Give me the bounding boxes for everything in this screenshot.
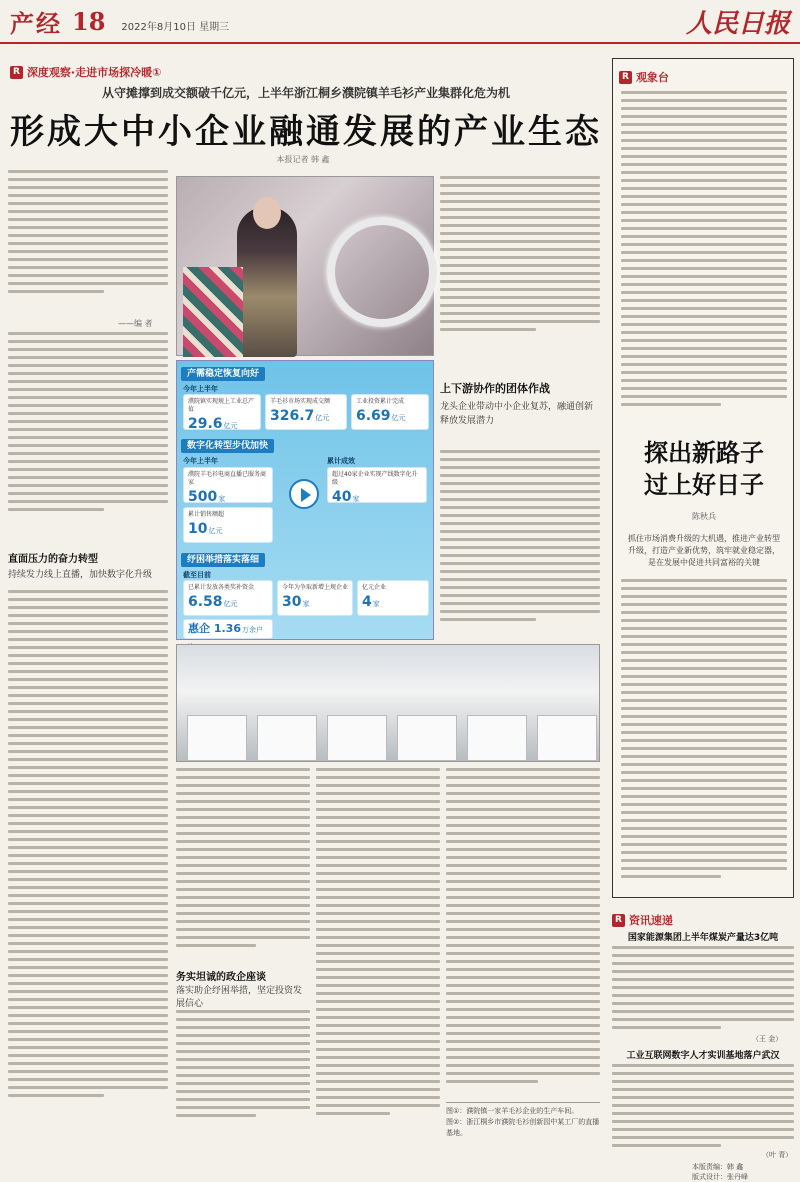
subhead-mid-deck: 落实助企纾困举措，坚定投资发展信心 xyxy=(176,986,303,1009)
ig-card: 濮院镇实现规上工业总产值 29.6亿元 xyxy=(183,394,261,430)
ig-card: 惠企 1.36万余户 xyxy=(183,619,273,639)
ig-card: 超过40家企业实现产线数字化升级 40家 xyxy=(327,467,427,503)
subhead-right-deck: 龙头企业带动中小企业复苏，融通创新释放发展潜力 xyxy=(440,402,594,426)
news-item-title: 工业互联网数字人才实训基地落户武汉 xyxy=(626,1051,780,1061)
commentary-title: 探出新路子 过上好日子 xyxy=(644,438,764,499)
ring-light-icon xyxy=(327,217,437,327)
editor-credits: 本版责编：韩 鑫 版式设计：张丹峰 xyxy=(692,1163,748,1181)
body-text-column-mid-a-bottom xyxy=(176,1010,310,1130)
body-text-column-right-bottom xyxy=(446,768,600,1098)
subhead-right-title: 上下游协作的团体作战 xyxy=(440,382,550,395)
subhead-left-title: 直面压力的奋力转型 xyxy=(8,554,98,565)
ig-section-title-2: 数字化转型步伐加快 xyxy=(181,439,274,453)
article-headline: 形成大中小企业融通发展的产业生态 xyxy=(10,112,602,152)
subhead-mid xyxy=(176,968,310,1011)
ig-card: 工业投资累计完成 6.69亿元 xyxy=(351,394,429,430)
article-photo xyxy=(176,176,434,356)
body-text-column-mid-a xyxy=(176,768,310,958)
play-button-icon xyxy=(289,479,319,509)
series-tag-label: 深度观察·走进市场探冷暖① xyxy=(26,66,162,79)
news-item-title: 国家能源集团上半年煤炭产量达3亿吨 xyxy=(627,933,779,943)
newspaper-logo: 人民日报 xyxy=(685,8,790,39)
r-badge-icon: R xyxy=(612,914,625,927)
ig-card: 累计销售额超 10亿元 xyxy=(183,507,273,543)
commentary-lede: 抓住市场消费升级的大机遇，推进产业转型升级，打造产业新优势，筑牢就业稳定器，是在发展中促进共同富裕的关键 xyxy=(628,534,780,567)
page-number: 18 xyxy=(72,6,106,36)
body-text-column-mid-b xyxy=(316,768,440,1128)
commentary-text-top xyxy=(621,91,787,421)
article-kicker: 从守摊撑到成交额破千亿元，上半年浙江桐乡濮院镇羊毛衫产业集群化危为机 xyxy=(101,86,510,100)
subhead-left-deck: 持续发力线上直播，加快数字化升级 xyxy=(8,570,153,580)
body-text-column-left-top xyxy=(8,332,168,532)
page-masthead xyxy=(0,0,800,44)
ig-card: 羊毛衫市场实现成交额 326.7亿元 xyxy=(265,394,347,430)
series-tag xyxy=(10,64,161,80)
article-byline: 本报记者 韩 鑫 xyxy=(276,155,330,164)
issue-date: 2022年8月10日 星期三 xyxy=(121,21,230,33)
observe-header xyxy=(619,69,669,85)
subhead-left xyxy=(8,550,168,580)
news-item-source: （王 金） xyxy=(752,1035,783,1043)
body-text-column-right-top xyxy=(440,176,600,356)
r-badge-icon: R xyxy=(10,66,23,79)
lead-signoff: ——编 者 xyxy=(118,319,153,328)
sweater-sample xyxy=(183,267,243,357)
section-name: 产经 xyxy=(10,8,62,38)
factory-photo xyxy=(176,644,600,762)
body-text-column-right-mid xyxy=(440,450,600,640)
photo-caption: 图①：濮院镇一家羊毛衫企业的生产车间。 xyxy=(446,1107,579,1115)
observe-label: 观象台 xyxy=(635,71,669,84)
commentary-text-bottom xyxy=(621,579,787,891)
photo-captions xyxy=(446,1102,600,1139)
main-article xyxy=(8,50,604,1135)
news-header xyxy=(612,912,673,928)
ig-period-1: 今年上半年 xyxy=(183,385,218,393)
ig-section-title-3: 纾困举措落实落细 xyxy=(181,553,265,567)
commentary-author: 陈秋兵 xyxy=(692,512,716,521)
data-infographic xyxy=(176,360,434,640)
news-item-body xyxy=(612,1064,794,1148)
commentary-box xyxy=(612,58,794,898)
body-text-column-left-bottom xyxy=(8,590,168,1130)
r-badge-icon: R xyxy=(619,71,632,84)
ig-period-2: 今年上半年 xyxy=(183,457,218,465)
news-item-body xyxy=(612,946,794,1032)
news-label: 资讯速递 xyxy=(628,914,673,927)
ig-banner-right: 累计成效 xyxy=(327,457,355,465)
sidebar xyxy=(612,50,794,1181)
ig-card: 亿元企业 4家 xyxy=(357,580,429,616)
presenter-face xyxy=(253,197,281,229)
photo-caption: 图②：浙江桐乡市濮院毛衫创新园中某工厂的直播基地。 xyxy=(446,1118,600,1137)
ig-section-title-1: 产需稳定恢复向好 xyxy=(181,367,265,381)
ig-card: 今年为争取新增上规企业 30家 xyxy=(277,580,353,616)
news-item-source: （叶 青） xyxy=(762,1151,793,1159)
presenter-figure xyxy=(237,207,297,357)
ig-card: 濮院羊毛衫电商直播已服务商家 500家 xyxy=(183,467,273,503)
ig-card: 已累计发放各类奖补资金 6.58亿元 xyxy=(183,580,273,616)
subhead-mid-title: 务实坦诚的政企座谈 xyxy=(176,972,266,983)
ig-period-3: 截至目前 xyxy=(183,571,211,579)
lead-paragraph xyxy=(8,170,168,310)
